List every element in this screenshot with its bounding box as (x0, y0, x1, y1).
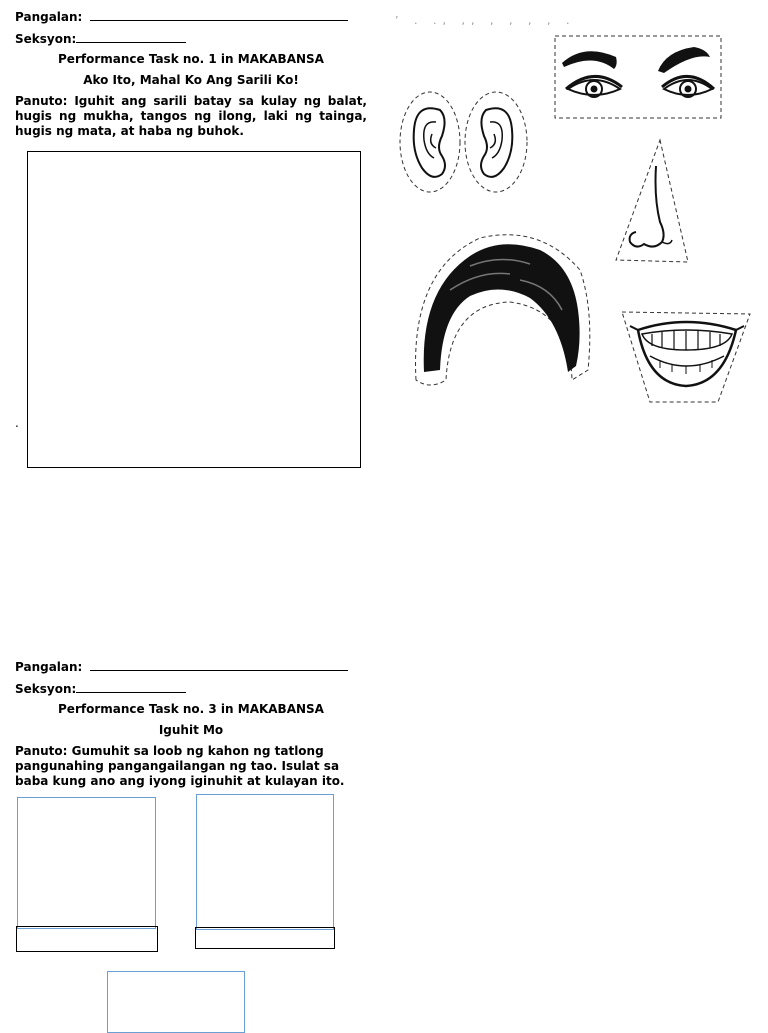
faint-header-text: ’ . ., ,, , , , , . (395, 14, 576, 27)
label-box-need-1[interactable] (16, 926, 158, 952)
task3-title: Performance Task no. 3 in MAKABANSA (58, 702, 324, 716)
name-blank[interactable] (90, 670, 348, 671)
eyes-eyebrows-icon (554, 35, 722, 119)
nose-icon (614, 138, 690, 264)
task3-instructions: Panuto: Gumuhit sa loob ng kahon ng tatlong pangunahing pangangailangan ng tao. Isulat sa baba kung ano ang iyong iginuhit at kulayan ito. (15, 744, 345, 788)
name-blank[interactable] (90, 20, 348, 21)
section-field-1[interactable] (15, 32, 186, 46)
task1-instructions: Panuto: Iguhit ang sarili batay sa kulay ng balat, hugis ng mukha, tangos ng ilong, laki ng tainga, hugis ng mata, at haba ng buhok. (15, 94, 367, 138)
drawing-box-need-2[interactable] (196, 794, 334, 930)
task1-title: Performance Task no. 1 in MAKABANSA (58, 52, 324, 66)
mouth-icon (620, 310, 752, 404)
drawing-box-need-1[interactable] (17, 797, 156, 929)
name-field-3[interactable] (15, 660, 348, 674)
section-blank[interactable] (76, 692, 186, 693)
name-label: Pangalan: (15, 660, 83, 674)
stray-dot: . (15, 416, 19, 430)
section-blank[interactable] (76, 42, 186, 43)
name-label: Pangalan: (15, 10, 83, 24)
hair-icon (410, 230, 592, 392)
task1-subtitle: Ako Ito, Mahal Ko Ang Sarili Ko! (83, 73, 299, 87)
drawing-box-self[interactable] (27, 151, 361, 468)
section-field-3[interactable] (15, 682, 186, 696)
section-label: Seksyon: (15, 682, 77, 696)
name-field-1[interactable] (15, 10, 348, 24)
task3-subtitle: Iguhit Mo (158, 723, 224, 737)
label-box-need-2[interactable] (195, 927, 335, 949)
ears-icon (398, 90, 530, 194)
section-label: Seksyon: (15, 32, 77, 46)
